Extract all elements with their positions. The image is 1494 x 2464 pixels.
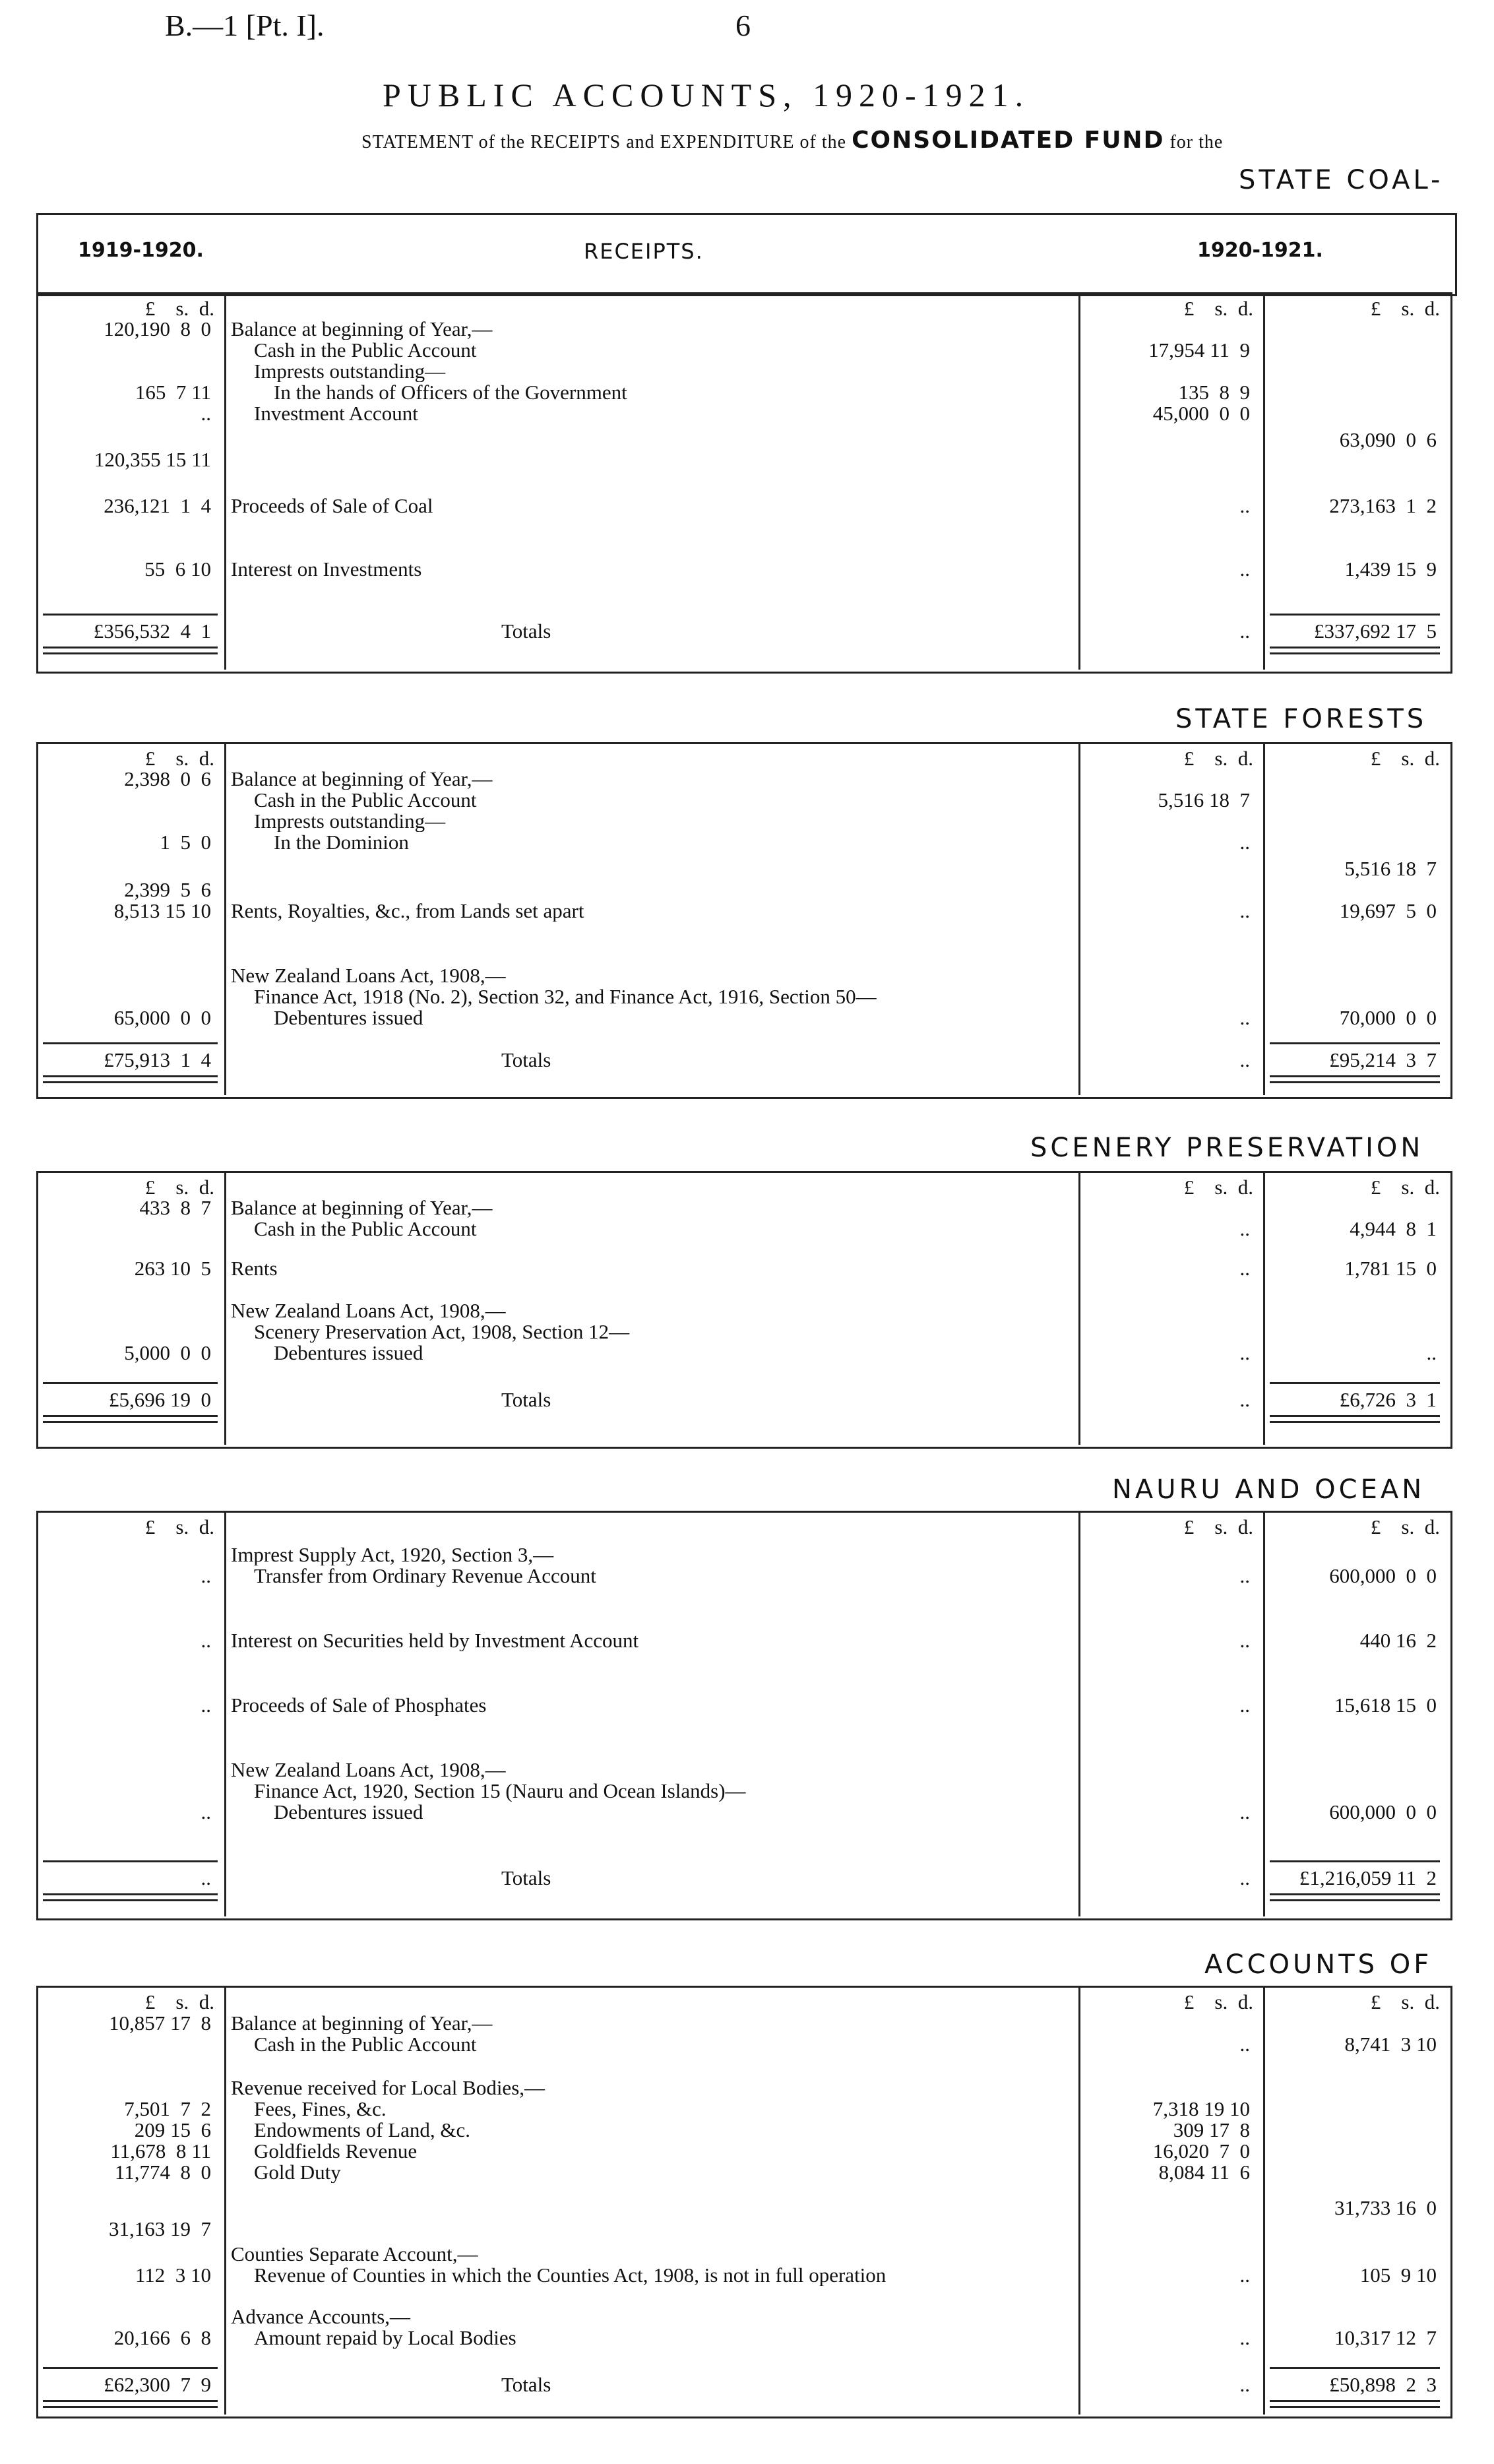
forests-row-prev: 2,399 5 6 [124,878,211,901]
nauru-row-desc: Imprest Supply Act, 1920, Section 3,— [231,1544,554,1565]
accounts-row-desc: Gold Duty [254,2161,341,2183]
forests-row-desc: Rents, Royalties, &c., from Lands set apart [231,900,584,922]
accounts-row-sub: 16,020 7 0 [1152,2139,1250,2163]
coal-row-total: £337,692 17 5 [1314,619,1437,643]
scenery-row-desc: Cash in the Public Account [254,1218,477,1240]
accounts-row-desc: Goldfields Revenue [254,2140,418,2162]
forests-column-divider [1078,742,1080,1095]
nauru-row-prev: .. [201,1629,211,1652]
coal-money-header: £ s. d. [1183,297,1253,320]
coal-row-desc: Proceeds of Sale of Coal [231,495,433,517]
scenery-money-header: £ s. d. [1370,1176,1440,1199]
forests-prev-subtotal-rule [43,1042,218,1044]
nauru-row-total: £1,216,059 11 2 [1299,1866,1437,1889]
scenery-curr-subtotal-rule [1270,1382,1440,1384]
accounts-curr-total-rule [1270,2400,1440,2408]
coal-row-desc: Balance at beginning of Year,— [231,318,493,340]
scenery-row-prev: £5,696 19 0 [109,1388,211,1411]
part-label: B.—1 [Pt. I]. [165,9,325,42]
subtitle-suffix: for the [1169,132,1224,152]
forests-money-header: £ s. d. [1183,747,1253,770]
nauru-curr-subtotal-rule [1270,1860,1440,1862]
accounts-row-prev: 10,857 17 8 [109,2011,211,2035]
accounts-row-prev: 31,163 19 7 [109,2217,211,2240]
scenery-row-desc: Scenery Preservation Act, 1908, Section 12— [254,1321,630,1343]
nauru-row-prev: .. [201,1564,211,1587]
nauru-prev-subtotal-rule [43,1860,218,1862]
scenery-row-desc: Totals [501,1389,551,1410]
coal-row-total: 63,090 0 6 [1339,428,1437,451]
coal-curr-subtotal-rule [1270,614,1440,616]
accounts-row-prev: 112 3 10 [135,2263,211,2287]
accounts-column-divider [1263,1986,1265,2415]
coal-column-divider [1078,292,1080,670]
forests-row-desc: Totals [501,1049,551,1071]
accounts-row-desc: Endowments of Land, &c. [254,2119,471,2141]
nauru-row-sub: .. [1239,1800,1250,1823]
scenery-row-total: £6,726 3 1 [1339,1388,1437,1411]
nauru-row-prev: .. [201,1866,211,1889]
coal-money-header: £ s. d. [1370,297,1440,320]
accounts-row-sub: 309 17 8 [1173,2118,1250,2141]
coal-row-desc: Imprests outstanding— [254,360,446,382]
forests-row-sub: .. [1239,831,1250,854]
statement-subtitle [361,127,1223,154]
accounts-row-sub: .. [1239,2033,1250,2056]
forests-row-sub: .. [1239,1048,1250,1071]
coal-row-total: 273,163 1 2 [1329,494,1437,517]
forests-curr-total-rule [1270,1075,1440,1083]
accounts-row-total: 8,741 3 10 [1344,2033,1437,2056]
accounts-row-total: £50,898 2 3 [1329,2373,1437,2396]
scenery-row-prev: 5,000 0 0 [124,1341,211,1364]
forests-curr-subtotal-rule [1270,1042,1440,1044]
accounts-prev-total-rule [43,2400,218,2408]
accounts-row-desc: Counties Separate Account,— [231,2243,478,2265]
nauru-row-sub: .. [1239,1866,1250,1889]
section-title-coal: STATE COAL- [1239,165,1444,195]
scenery-row-desc: New Zealand Loans Act, 1908,— [231,1300,506,1321]
accounts-row-desc: Revenue received for Local Bodies,— [231,2077,545,2099]
header-receipts: RECEIPTS. [584,239,704,264]
scenery-column-divider [1078,1171,1080,1445]
nauru-row-sub: .. [1239,1564,1250,1587]
scenery-row-total: .. [1426,1341,1437,1364]
scenery-row-total: 4,944 8 1 [1350,1217,1437,1240]
scenery-row-sub: .. [1239,1217,1250,1240]
coal-curr-total-rule [1270,647,1440,654]
section-title-nauru: NAURU AND OCEAN [1112,1474,1425,1505]
coal-row-prev: 165 7 11 [135,381,211,404]
coal-row-sub: 135 8 9 [1178,381,1250,404]
accounts-row-prev: 20,166 6 8 [113,2326,211,2349]
accounts-row-desc: Advance Accounts,— [231,2306,411,2327]
forests-prev-total-rule [43,1075,218,1083]
accounts-row-desc: Revenue of Counties in which the Counties Act, 1908, is not in full operation [254,2264,887,2286]
accounts-column-divider [1078,1986,1080,2415]
nauru-row-total: 600,000 0 0 [1329,1800,1437,1823]
coal-row-prev: .. [201,402,211,425]
coal-row-prev: 120,190 8 0 [104,317,211,340]
scenery-row-sub: .. [1239,1257,1250,1280]
accounts-row-desc: Fees, Fines, &c. [254,2098,387,2120]
coal-row-desc: Cash in the Public Account [254,339,477,361]
accounts-row-prev: £62,300 7 9 [104,2373,211,2396]
coal-row-desc: Interest on Investments [231,558,422,580]
coal-money-header: £ s. d. [144,297,214,320]
coal-row-prev: 236,121 1 4 [104,494,211,517]
forests-row-prev: 65,000 0 0 [113,1006,211,1029]
accounts-column-divider [224,1986,226,2415]
forests-row-desc: New Zealand Loans Act, 1908,— [231,964,506,986]
nauru-row-total: 440 16 2 [1359,1629,1437,1652]
nauru-row-desc: New Zealand Loans Act, 1908,— [231,1759,506,1781]
scenery-column-divider [1263,1171,1265,1445]
accounts-row-sub: .. [1239,2263,1250,2287]
section-title-scenery: SCENERY PRESERVATION [1030,1133,1424,1163]
accounts-curr-subtotal-rule [1270,2367,1440,2369]
nauru-prev-total-rule [43,1893,218,1901]
forests-row-prev: 2,398 0 6 [124,767,211,790]
forests-row-total: 5,516 18 7 [1344,857,1437,880]
nauru-row-prev: .. [201,1800,211,1823]
accounts-row-desc: Amount repaid by Local Bodies [254,2327,516,2349]
nauru-row-sub: .. [1239,1693,1250,1717]
nauru-money-header: £ s. d. [144,1515,214,1538]
coal-prev-subtotal-rule [43,614,218,616]
forests-row-total: 19,697 5 0 [1339,899,1437,922]
nauru-money-header: £ s. d. [1183,1515,1253,1538]
coal-row-sub: 45,000 0 0 [1152,402,1250,425]
forests-row-desc: Finance Act, 1918 (No. 2), Section 32, and Finance Act, 1916, Section 50— [254,986,877,1007]
forests-row-total: 70,000 0 0 [1339,1006,1437,1029]
forests-row-desc: Cash in the Public Account [254,789,477,811]
accounts-row-sub: 7,318 19 10 [1152,2097,1250,2120]
forests-row-prev: 1 5 0 [160,831,211,854]
coal-row-sub: .. [1239,619,1250,643]
accounts-money-header: £ s. d. [144,1990,214,2013]
accounts-money-header: £ s. d. [1370,1990,1440,2013]
nauru-row-desc: Proceeds of Sale of Phosphates [231,1694,487,1716]
forests-row-desc: Balance at beginning of Year,— [231,768,493,790]
forests-money-header: £ s. d. [144,747,214,770]
scenery-column-divider [224,1171,226,1445]
coal-row-sub: .. [1239,494,1250,517]
forests-row-prev: £75,913 1 4 [104,1048,211,1071]
header-curr-year: 1920-1921. [1197,239,1323,262]
nauru-row-desc: Totals [501,1867,551,1889]
nauru-row-desc: Transfer from Ordinary Revenue Account [254,1565,596,1587]
forests-money-header: £ s. d. [1370,747,1440,770]
scenery-row-desc: Balance at beginning of Year,— [231,1197,493,1218]
scenery-row-sub: .. [1239,1341,1250,1364]
coal-row-desc: Totals [501,620,551,642]
coal-column-divider [224,292,226,670]
accounts-row-prev: 209 15 6 [134,2118,211,2141]
coal-column-divider [1263,292,1265,670]
forests-row-sub: .. [1239,1006,1250,1029]
section-title-forests: STATE FORESTS [1175,704,1427,734]
nauru-row-sub: .. [1239,1629,1250,1652]
forests-row-sub: .. [1239,899,1250,922]
scenery-money-header: £ s. d. [144,1176,214,1199]
forests-row-total: £95,214 3 7 [1329,1048,1437,1071]
scenery-row-total: 1,781 15 0 [1344,1257,1437,1280]
scenery-money-header: £ s. d. [1183,1176,1253,1199]
scenery-prev-subtotal-rule [43,1382,218,1384]
accounts-row-sub: 8,084 11 6 [1158,2161,1250,2184]
forests-row-sub: 5,516 18 7 [1158,788,1250,811]
forests-row-prev: 8,513 15 10 [113,899,211,922]
nauru-row-prev: .. [201,1693,211,1717]
page-number: 6 [735,9,751,42]
section-title-accounts: ACCOUNTS OF [1204,1949,1433,1980]
scenery-row-prev: 433 8 7 [139,1196,211,1219]
forests-column-divider [1263,742,1265,1095]
coal-row-total: 1,439 15 9 [1344,557,1437,581]
coal-row-prev: 55 6 10 [144,557,211,581]
scenery-curr-total-rule [1270,1415,1440,1423]
scenery-row-sub: .. [1239,1388,1250,1411]
subtitle-prefix: STATEMENT of the RECEIPTS and EXPENDITURE of the [361,132,847,152]
coal-prev-total-rule [43,647,218,654]
nauru-curr-total-rule [1270,1893,1440,1901]
scenery-row-prev: 263 10 5 [134,1257,211,1280]
header-prev-year: 1919-1920. [78,239,204,262]
accounts-money-header: £ s. d. [1183,1990,1253,2013]
coal-row-desc: In the hands of Officers of the Government [274,381,627,403]
accounts-prev-subtotal-rule [43,2367,218,2369]
accounts-row-sub: .. [1239,2326,1250,2349]
nauru-row-total: 600,000 0 0 [1329,1564,1437,1587]
accounts-row-total: 10,317 12 7 [1334,2326,1437,2349]
nauru-column-divider [1078,1511,1080,1916]
accounts-row-desc: Cash in the Public Account [254,2033,477,2055]
accounts-row-sub: .. [1239,2373,1250,2396]
nauru-row-desc: Debentures issued [274,1801,423,1823]
nauru-money-header: £ s. d. [1370,1515,1440,1538]
scenery-row-desc: Debentures issued [274,1342,423,1364]
scenery-prev-total-rule [43,1415,218,1423]
subtitle-bold: CONSOLIDATED FUND [852,127,1165,154]
accounts-row-prev: 11,774 8 0 [114,2161,211,2184]
nauru-row-total: 15,618 15 0 [1334,1693,1437,1717]
accounts-row-prev: 7,501 7 2 [124,2097,211,2120]
forests-row-desc: Imprests outstanding— [254,810,446,832]
nauru-column-divider [224,1511,226,1916]
nauru-column-divider [1263,1511,1265,1916]
forests-row-desc: Debentures issued [274,1007,423,1028]
coal-row-desc: Investment Account [254,402,418,424]
accounts-row-prev: 11,678 8 11 [110,2139,211,2163]
scenery-row-desc: Rents [231,1257,278,1279]
accounts-row-total: 105 9 10 [1359,2263,1437,2287]
page-title: PUBLIC ACCOUNTS, 1920-1921. [383,77,1030,113]
forests-row-desc: In the Dominion [274,831,409,853]
forests-column-divider [224,742,226,1095]
coal-row-prev: £356,532 4 1 [93,619,211,643]
accounts-row-desc: Totals [501,2374,551,2395]
coal-row-sub: .. [1239,557,1250,581]
coal-row-sub: 17,954 11 9 [1148,338,1250,362]
nauru-row-desc: Interest on Securities held by Investment Account [231,1629,639,1651]
accounts-row-desc: Balance at beginning of Year,— [231,2012,493,2034]
nauru-row-desc: Finance Act, 1920, Section 15 (Nauru and Ocean Islands)— [254,1780,746,1802]
coal-row-prev: 120,355 15 11 [94,448,211,471]
accounts-row-total: 31,733 16 0 [1334,2196,1437,2219]
